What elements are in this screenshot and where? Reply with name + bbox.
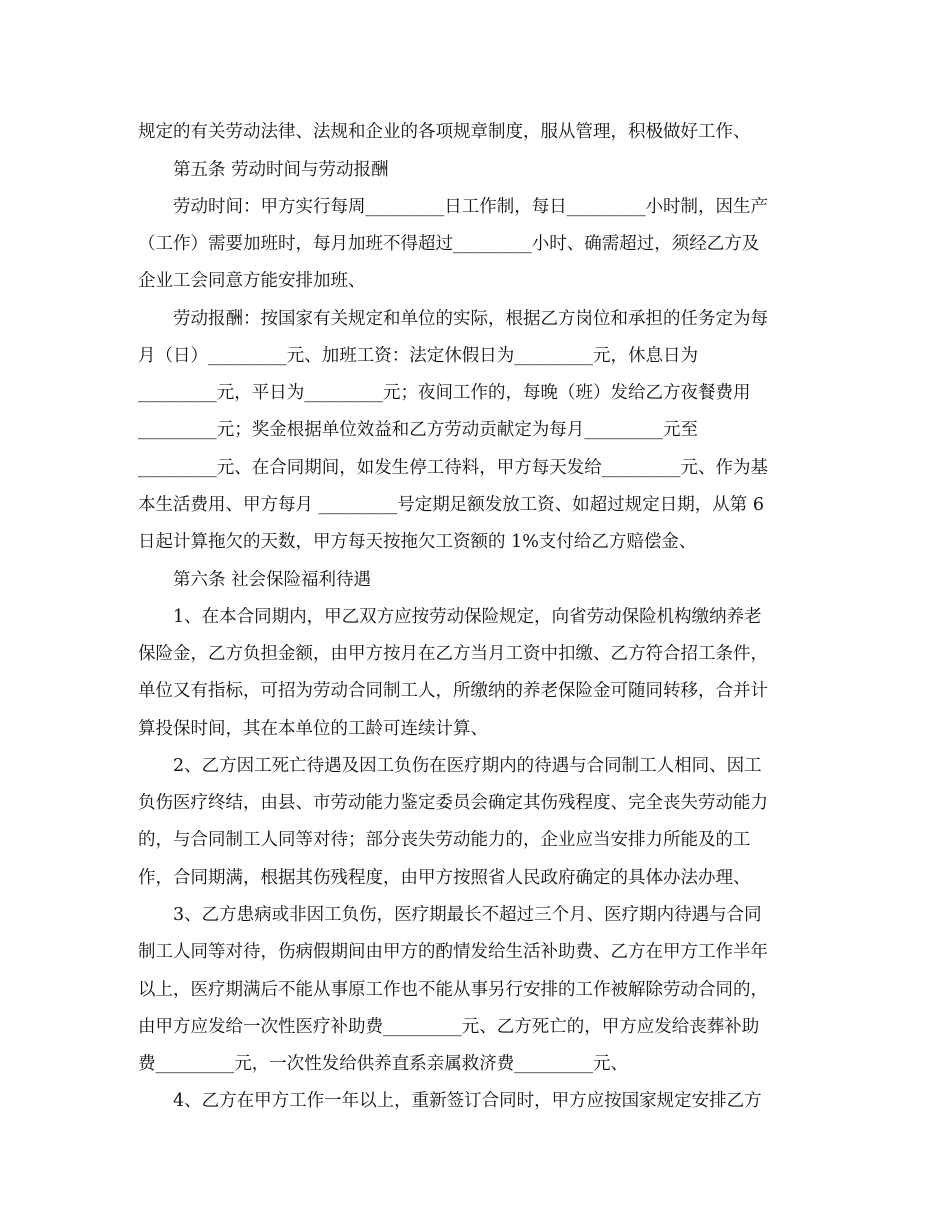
text-line: 3、乙方患病或非因工负伤，医疗期最长不超过三个月、医疗期内待遇与合同 xyxy=(173,905,762,925)
section-heading: 第五条 劳动时间与劳动报酬 xyxy=(173,160,389,180)
text-line: 负伤医疗终结，由县、市劳动能力鉴定委员会确定其伤残程度、完全丧失劳动能力 xyxy=(138,793,768,813)
text-line: 制工人同等对待，伤病假期间由甲方的酌情发给生活补助费、乙方在甲方工作半年 xyxy=(138,942,768,962)
text-line: _________元；奖金根据单位效益和乙方劳动贡献定为每月_________元至 xyxy=(138,420,698,440)
text-line: 作，合同期满，根据其伤残程度，由甲方按照省人民政府确定的具体办法办理、 xyxy=(138,868,751,888)
text-line: 单位又有指标，可招为劳动合同制工人，所缴纳的养老保险金可随同转移，合并计 xyxy=(138,681,768,701)
text-line: 4、乙方在甲方工作一年以上，重新签订合同时，甲方应按国家规定安排乙方 xyxy=(173,1091,762,1111)
text-line: 由甲方应发给一次性医疗补助费_________元、乙方死亡的，甲方应发给丧葬补助 xyxy=(138,1017,760,1037)
text-line: 费_________元，一次性发给供养直系亲属救济费_________元、 xyxy=(138,1054,628,1074)
text-line: 规定的有关劳动法律、法规和企业的各项规章制度，服从管理，积极做好工作、 xyxy=(138,122,751,142)
text-line: （工作）需要加班时，每月加班不得超过_________小时、确需超过，须经乙方及 xyxy=(138,234,760,254)
text-line: _________元，平日为_________元；夜间工作的，每晚（班）发给乙方夜餐费用 xyxy=(138,383,751,403)
text-line: 劳动时间：甲方实行每周_________日工作制，每日_________小时制，因生产 xyxy=(173,197,768,217)
text-line: 的，与合同制工人同等对待；部分丧失劳动能力的，企业应当安排力所能及的工 xyxy=(138,830,751,850)
text-line: 2、乙方因工死亡待遇及因工负伤在医疗期内的待遇与合同制工人相同、因工 xyxy=(173,756,762,776)
text-line: 日起计算拖欠的天数，甲方每天按拖欠工资额的 1%支付给乙方赔偿金、 xyxy=(138,532,697,552)
text-line: 保险金，乙方负担金额，由甲方按月在乙方当月工资中扣缴、乙方符合招工条件， xyxy=(138,644,768,664)
text-line: 月（日）_________元、加班工资：法定休假日为_________元，休息日为 xyxy=(138,346,698,366)
section-heading: 第六条 社会保险福利待遇 xyxy=(173,570,372,590)
text-line: _________元、在合同期间，如发生停工待料，甲方每天发给_________元、作为基 xyxy=(138,458,768,478)
text-line: 企业工会同意方能安排加班、 xyxy=(138,271,366,291)
text-line: 1、在本合同期内，甲乙双方应按劳动保险规定，向省劳动保险机构缴纳养老 xyxy=(173,607,762,627)
text-line: 劳动报酬：按国家有关规定和单位的实际，根据乙方岗位和承担的任务定为每 xyxy=(173,309,768,329)
text-line: 算投保时间，其在本单位的工龄可连续计算、 xyxy=(138,719,488,739)
text-line: 本生活费用、甲方每月 _________号定期足额发放工资、如超过规定日期，从第 6 xyxy=(138,495,765,515)
text-line: 以上，医疗期满后不能从事原工作也不能从事另行安排的工作被解除劳动合同的， xyxy=(138,980,768,1000)
